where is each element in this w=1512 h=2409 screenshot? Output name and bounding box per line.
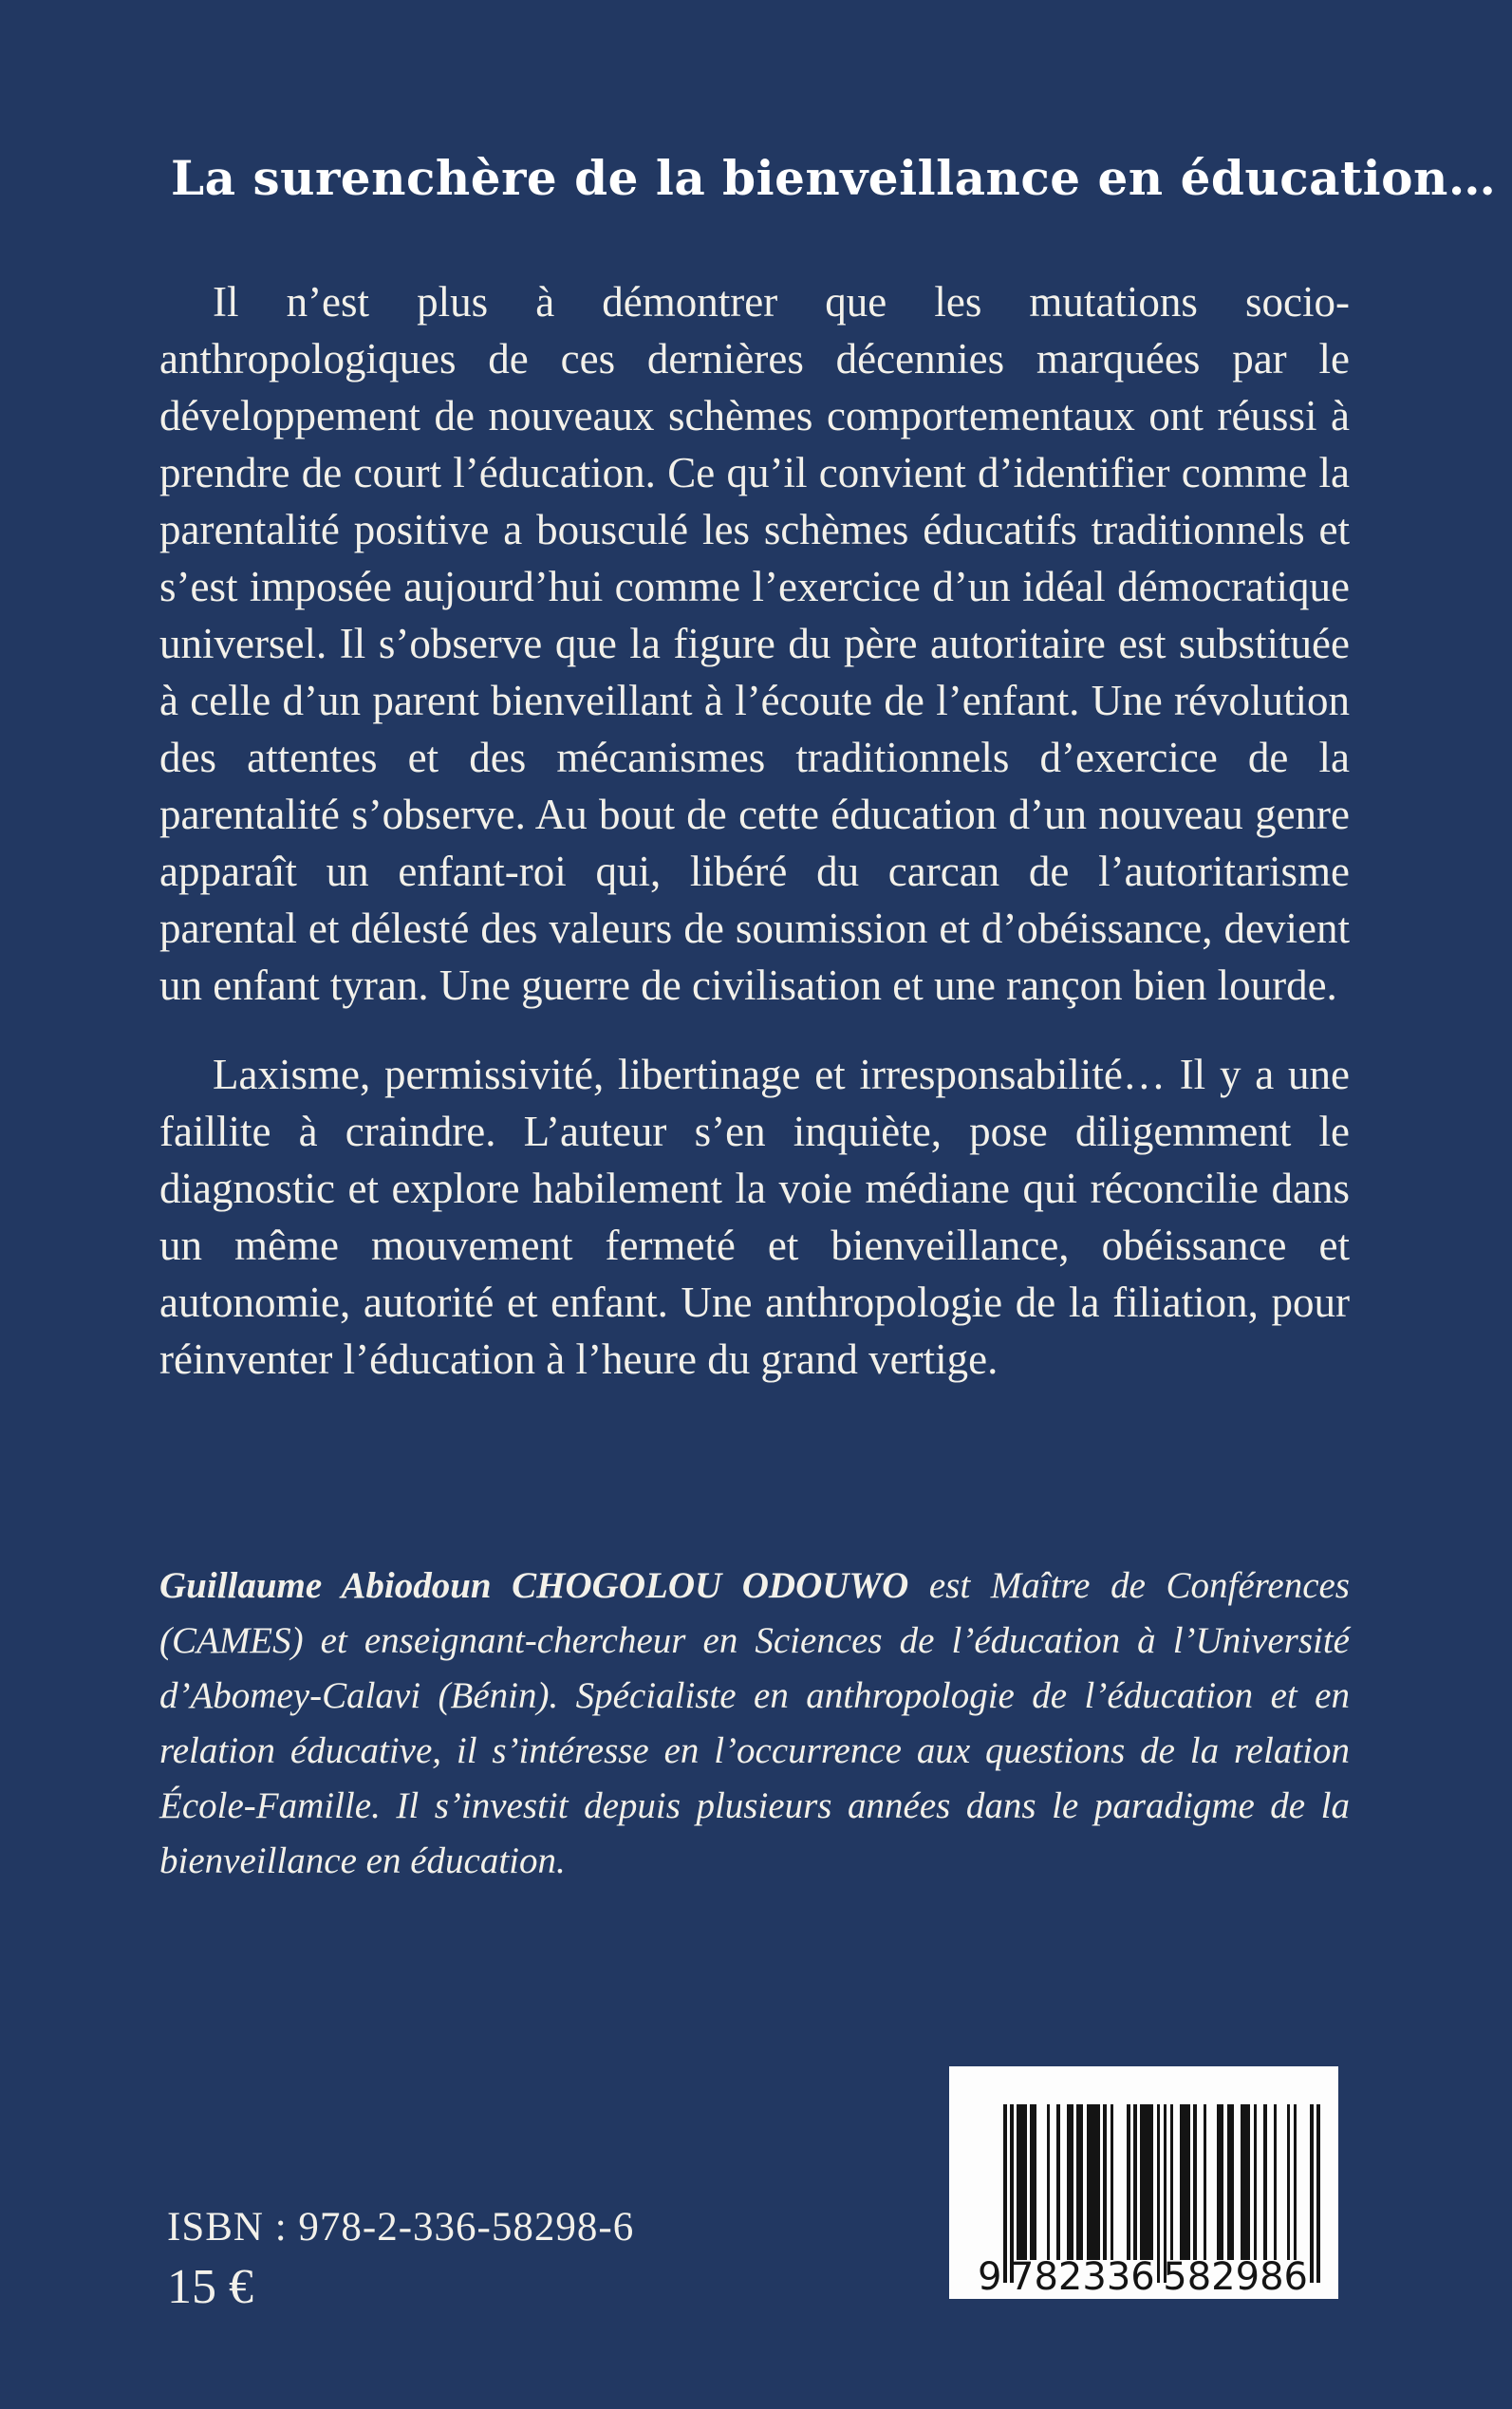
price-label: 15 € (167, 2260, 253, 2314)
book-title: La surenchère de la bienveillance en éducation… (171, 150, 1497, 206)
barcode-digits (978, 2255, 1308, 2299)
author-name: Guillaume Abiodoun CHOGOLOU ODOUWO (159, 1565, 909, 1606)
isbn-label: ISBN : 978-2-336-58298-6 (167, 2205, 635, 2250)
synopsis-paragraph-1: Il n’est plus à démontrer que les mutations socio-anthropologiques de ces dernières décennies marquées par le développement de nouveaux schèmes comportementaux ont réussi à prendre de court l’éducation. Ce qu’il convient d’identifier comme la parentalité positive a bousculé les schèmes éducatifs traditionnels et s’est imposée aujourd’hui comme l’exercice d’un idéal démocratique universel. Il s’observe que la figure du père autoritaire est substituée à celle d’un parent bienveillant à l’écoute de l’enfant. Une révolution des attentes et des mécanismes traditionnels d’exercice de la parentalité s’observe. Au bout de cette éducation d’un nouveau genre apparaît un enfant-roi qui, libéré du carcan de l’autoritarisme parental et délesté des valeurs de soumission et d’obéissance, devient un enfant tyran. Une guerre de civilisation et une rançon bien lourde. (159, 278, 1350, 1009)
synopsis-paragraph-2: Laxisme, permissivité, libertinage et irresponsabilité… Il y a une faillite à craindre. L’auteur s’en inquiète, pose diligemment le diagnostic et explore habilement la voie médiane qui réconcilie dans un même mouvement fermeté et bienveillance, obéissance et autonomie, autorité et enfant. Une anthropologie de la filiation, pour réinventer l’éducation à l’heure du grand vertige. (159, 1051, 1350, 1383)
author-bio (159, 1559, 1350, 1889)
barcode-digit-group-2: 782336 (1010, 2255, 1155, 2299)
barcode-module (1316, 2104, 1320, 2283)
barcode-digit-group-3: 582986 (1163, 2255, 1308, 2299)
synopsis (159, 273, 1350, 1388)
author-bio-text: est Maître de Conférences (CAMES) et enseignant-chercheur en Sciences de l’éducation à l’Université d’Abomey-Calavi (Bénin). Spécialiste en anthropologie de l’éducation et en relation éducative, il s’intéresse en l’occurrence aux questions de la relation École-Famille. Il s’investit depuis plusieurs années dans le paradigme de la bienveillance en éducation. (159, 1565, 1350, 1881)
barcode-digit-group-1: 9 (978, 2255, 1002, 2299)
barcode (949, 2066, 1338, 2299)
